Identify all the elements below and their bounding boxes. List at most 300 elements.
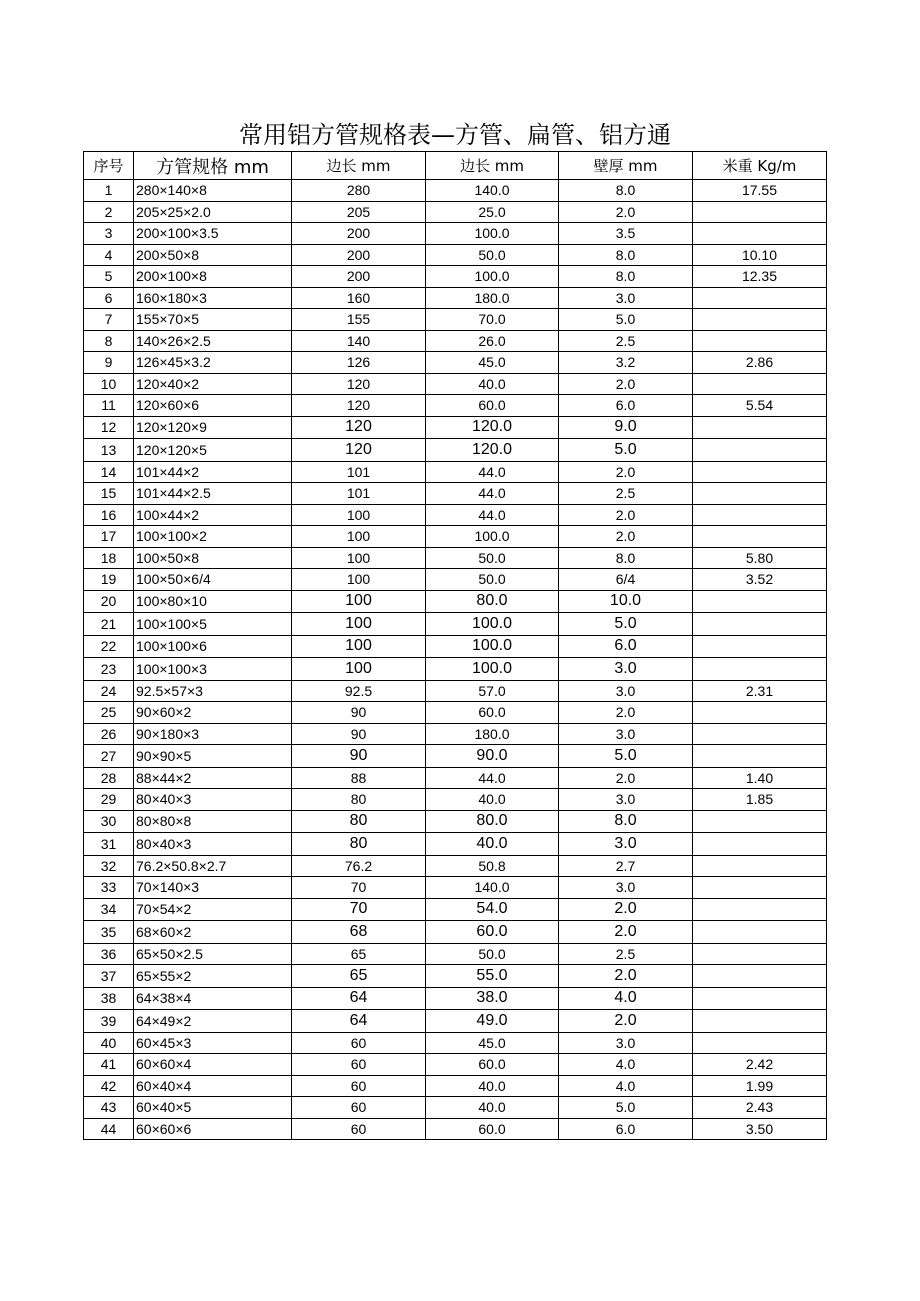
row-index-cell: 32 [84,855,134,877]
row-index-cell: 22 [84,635,134,658]
table-row [84,789,827,811]
table-row [84,590,827,613]
weight-cell: 2.31 [693,680,827,702]
side-b-cell: 55.0 [426,965,559,988]
side-a-cell: 126 [292,352,426,374]
weight-cell [693,590,827,613]
weight-cell [693,526,827,548]
table-row [84,1097,827,1119]
header-side-b: 边长 mm [426,152,559,180]
table-row [84,526,827,548]
side-a-cell: 70 [292,898,426,921]
row-index-cell: 5 [84,266,134,288]
side-b-cell: 40.0 [426,833,559,856]
wall-thickness-cell: 5.0 [559,309,693,331]
side-b-cell: 50.8 [426,855,559,877]
weight-cell [693,504,827,526]
spec-cell: 120×60×6 [134,395,292,417]
table-row [84,180,827,202]
wall-thickness-cell: 3.0 [559,680,693,702]
wall-thickness-cell: 3.0 [559,723,693,745]
table-row [84,504,827,526]
side-a-cell: 100 [292,526,426,548]
side-a-cell: 120 [292,373,426,395]
table-row [84,987,827,1010]
spec-cell: 100×44×2 [134,504,292,526]
weight-cell [693,855,827,877]
wall-thickness-cell: 2.0 [559,504,693,526]
row-index-cell: 39 [84,1010,134,1033]
side-a-cell: 280 [292,180,426,202]
spec-cell: 280×140×8 [134,180,292,202]
side-a-cell: 68 [292,921,426,944]
side-b-cell: 60.0 [426,395,559,417]
wall-thickness-cell: 3.0 [559,1032,693,1054]
spec-cell: 70×140×3 [134,877,292,899]
side-a-cell: 90 [292,723,426,745]
wall-thickness-cell: 2.0 [559,373,693,395]
side-b-cell: 70.0 [426,309,559,331]
side-b-cell: 50.0 [426,244,559,266]
wall-thickness-cell: 2.0 [559,461,693,483]
row-index-cell: 43 [84,1097,134,1119]
side-b-cell: 80.0 [426,810,559,833]
weight-cell [693,877,827,899]
table-row [84,1054,827,1076]
row-index-cell: 42 [84,1075,134,1097]
table-row [84,877,827,899]
table-row [84,1010,827,1033]
spec-cell: 64×38×4 [134,987,292,1010]
side-b-cell: 26.0 [426,330,559,352]
side-b-cell: 54.0 [426,898,559,921]
wall-thickness-cell: 8.0 [559,244,693,266]
side-a-cell: 100 [292,547,426,569]
weight-cell [693,658,827,681]
spec-cell: 65×55×2 [134,965,292,988]
side-a-cell: 88 [292,767,426,789]
header-weight-per-meter: 米重 Kg/m [693,152,827,180]
row-index-cell: 44 [84,1118,134,1140]
weight-cell [693,921,827,944]
spec-cell: 200×100×3.5 [134,223,292,245]
side-a-cell: 60 [292,1097,426,1119]
weight-cell [693,1010,827,1033]
side-a-cell: 60 [292,1032,426,1054]
wall-thickness-cell: 5.0 [559,1097,693,1119]
weight-cell: 1.85 [693,789,827,811]
wall-thickness-cell: 3.0 [559,287,693,309]
weight-cell: 3.52 [693,569,827,591]
header-side-a: 边长 mm [292,152,426,180]
table-row [84,702,827,724]
wall-thickness-cell: 2.5 [559,330,693,352]
row-index-cell: 15 [84,483,134,505]
spec-cell: 200×100×8 [134,266,292,288]
wall-thickness-cell: 8.0 [559,180,693,202]
spec-cell: 90×90×5 [134,745,292,768]
row-index-cell: 30 [84,810,134,833]
spec-cell: 100×100×2 [134,526,292,548]
spec-cell: 60×40×4 [134,1075,292,1097]
table-row [84,723,827,745]
weight-cell: 5.80 [693,547,827,569]
row-index-cell: 12 [84,416,134,439]
weight-cell [693,965,827,988]
row-index-cell: 40 [84,1032,134,1054]
row-index-cell: 8 [84,330,134,352]
side-b-cell: 120.0 [426,416,559,439]
row-index-cell: 13 [84,439,134,462]
row-index-cell: 17 [84,526,134,548]
spec-cell: 120×120×9 [134,416,292,439]
row-index-cell: 26 [84,723,134,745]
side-a-cell: 80 [292,810,426,833]
spec-cell: 70×54×2 [134,898,292,921]
side-b-cell: 180.0 [426,287,559,309]
weight-cell: 3.50 [693,1118,827,1140]
spec-cell: 65×50×2.5 [134,943,292,965]
side-b-cell: 38.0 [426,987,559,1010]
wall-thickness-cell: 2.7 [559,855,693,877]
table-row [84,309,827,331]
table-row [84,330,827,352]
row-index-cell: 11 [84,395,134,417]
wall-thickness-cell: 8.0 [559,547,693,569]
wall-thickness-cell: 4.0 [559,1075,693,1097]
row-index-cell: 7 [84,309,134,331]
side-b-cell: 40.0 [426,1097,559,1119]
weight-cell: 12.35 [693,266,827,288]
wall-thickness-cell: 4.0 [559,987,693,1010]
spec-cell: 155×70×5 [134,309,292,331]
wall-thickness-cell: 6/4 [559,569,693,591]
side-a-cell: 101 [292,483,426,505]
weight-cell [693,898,827,921]
side-b-cell: 44.0 [426,504,559,526]
side-b-cell: 60.0 [426,1054,559,1076]
weight-cell: 2.43 [693,1097,827,1119]
weight-cell: 10.10 [693,244,827,266]
row-index-cell: 9 [84,352,134,374]
side-a-cell: 65 [292,943,426,965]
spec-cell: 80×80×8 [134,810,292,833]
row-index-cell: 1 [84,180,134,202]
weight-cell [693,201,827,223]
spec-cell: 68×60×2 [134,921,292,944]
side-a-cell: 100 [292,658,426,681]
side-a-cell: 155 [292,309,426,331]
side-a-cell: 80 [292,789,426,811]
spec-cell: 88×44×2 [134,767,292,789]
page-title: 常用铝方管规格表—方管、扁管、铝方通 [239,121,671,149]
spec-cell: 100×100×3 [134,658,292,681]
wall-thickness-cell: 10.0 [559,590,693,613]
weight-cell: 1.99 [693,1075,827,1097]
side-a-cell: 60 [292,1075,426,1097]
weight-cell [693,439,827,462]
header-wall-thickness: 壁厚 mm [559,152,693,180]
table-row [84,244,827,266]
row-index-cell: 16 [84,504,134,526]
wall-thickness-cell: 4.0 [559,1054,693,1076]
side-a-cell: 100 [292,590,426,613]
side-b-cell: 100.0 [426,266,559,288]
wall-thickness-cell: 2.0 [559,767,693,789]
side-b-cell: 100.0 [426,635,559,658]
side-b-cell: 40.0 [426,373,559,395]
row-index-cell: 27 [84,745,134,768]
weight-cell: 2.42 [693,1054,827,1076]
weight-cell: 17.55 [693,180,827,202]
spec-cell: 92.5×57×3 [134,680,292,702]
table-row [84,855,827,877]
side-b-cell: 45.0 [426,1032,559,1054]
side-a-cell: 100 [292,635,426,658]
side-b-cell: 100.0 [426,613,559,636]
spec-cell: 120×40×2 [134,373,292,395]
header-index: 序号 [84,152,134,180]
wall-thickness-cell: 3.0 [559,658,693,681]
wall-thickness-cell: 5.0 [559,439,693,462]
weight-cell [693,309,827,331]
row-index-cell: 37 [84,965,134,988]
row-index-cell: 3 [84,223,134,245]
side-a-cell: 65 [292,965,426,988]
table-row [84,810,827,833]
wall-thickness-cell: 5.0 [559,613,693,636]
spec-cell: 100×50×6/4 [134,569,292,591]
weight-cell [693,223,827,245]
side-b-cell: 140.0 [426,180,559,202]
table-row [84,223,827,245]
side-b-cell: 50.0 [426,569,559,591]
side-b-cell: 140.0 [426,877,559,899]
weight-cell: 1.40 [693,767,827,789]
wall-thickness-cell: 2.5 [559,483,693,505]
spec-cell: 60×45×3 [134,1032,292,1054]
side-b-cell: 100.0 [426,658,559,681]
spec-cell: 205×25×2.0 [134,201,292,223]
wall-thickness-cell: 2.5 [559,943,693,965]
wall-thickness-cell: 2.0 [559,201,693,223]
weight-cell [693,613,827,636]
weight-cell: 2.86 [693,352,827,374]
side-b-cell: 90.0 [426,745,559,768]
side-b-cell: 60.0 [426,702,559,724]
spec-cell: 200×50×8 [134,244,292,266]
side-a-cell: 100 [292,569,426,591]
weight-cell [693,483,827,505]
table-row [84,201,827,223]
table-row [84,658,827,681]
table-row [84,1032,827,1054]
wall-thickness-cell: 2.0 [559,921,693,944]
row-index-cell: 20 [84,590,134,613]
side-b-cell: 44.0 [426,483,559,505]
row-index-cell: 36 [84,943,134,965]
side-b-cell: 49.0 [426,1010,559,1033]
weight-cell [693,416,827,439]
table-row [84,483,827,505]
weight-cell [693,330,827,352]
table-row [84,898,827,921]
row-index-cell: 33 [84,877,134,899]
table-row [84,1075,827,1097]
row-index-cell: 29 [84,789,134,811]
table-row [84,547,827,569]
row-index-cell: 28 [84,767,134,789]
table-row [84,965,827,988]
table-row [84,613,827,636]
side-a-cell: 100 [292,504,426,526]
row-index-cell: 14 [84,461,134,483]
side-a-cell: 101 [292,461,426,483]
side-a-cell: 120 [292,395,426,417]
side-a-cell: 200 [292,266,426,288]
row-index-cell: 38 [84,987,134,1010]
weight-cell: 5.54 [693,395,827,417]
table-row [84,416,827,439]
side-b-cell: 44.0 [426,767,559,789]
wall-thickness-cell: 3.5 [559,223,693,245]
row-index-cell: 23 [84,658,134,681]
spec-cell: 160×180×3 [134,287,292,309]
spec-cell: 60×40×5 [134,1097,292,1119]
side-a-cell: 64 [292,1010,426,1033]
side-b-cell: 57.0 [426,680,559,702]
side-a-cell: 120 [292,439,426,462]
spec-cell: 120×120×5 [134,439,292,462]
table-row [84,943,827,965]
side-b-cell: 50.0 [426,943,559,965]
side-a-cell: 64 [292,987,426,1010]
side-a-cell: 120 [292,416,426,439]
side-b-cell: 45.0 [426,352,559,374]
side-a-cell: 200 [292,223,426,245]
table-row [84,635,827,658]
wall-thickness-cell: 5.0 [559,745,693,768]
wall-thickness-cell: 3.0 [559,833,693,856]
side-a-cell: 205 [292,201,426,223]
side-b-cell: 100.0 [426,526,559,548]
wall-thickness-cell: 8.0 [559,266,693,288]
table-row [84,921,827,944]
wall-thickness-cell: 9.0 [559,416,693,439]
spec-cell: 100×80×10 [134,590,292,613]
weight-cell [693,373,827,395]
spec-cell: 100×50×8 [134,547,292,569]
weight-cell [693,745,827,768]
spec-cell: 80×40×3 [134,789,292,811]
table-row [84,352,827,374]
spec-cell: 140×26×2.5 [134,330,292,352]
spec-cell: 60×60×4 [134,1054,292,1076]
side-b-cell: 25.0 [426,201,559,223]
table-row [84,373,827,395]
side-a-cell: 92.5 [292,680,426,702]
side-b-cell: 60.0 [426,921,559,944]
side-a-cell: 60 [292,1054,426,1076]
spec-cell: 60×60×6 [134,1118,292,1140]
spec-cell: 100×100×6 [134,635,292,658]
spec-cell: 126×45×3.2 [134,352,292,374]
weight-cell [693,461,827,483]
wall-thickness-cell: 3.0 [559,877,693,899]
weight-cell [693,943,827,965]
weight-cell [693,833,827,856]
wall-thickness-cell: 6.0 [559,635,693,658]
table-row [84,833,827,856]
table-row [84,395,827,417]
weight-cell [693,635,827,658]
side-a-cell: 80 [292,833,426,856]
table-row [84,1118,827,1140]
spec-cell: 76.2×50.8×2.7 [134,855,292,877]
side-b-cell: 100.0 [426,223,559,245]
wall-thickness-cell: 3.0 [559,789,693,811]
spec-cell: 90×180×3 [134,723,292,745]
wall-thickness-cell: 2.0 [559,526,693,548]
side-b-cell: 180.0 [426,723,559,745]
weight-cell [693,702,827,724]
spec-cell: 101×44×2.5 [134,483,292,505]
row-index-cell: 21 [84,613,134,636]
table-row [84,767,827,789]
weight-cell [693,723,827,745]
weight-cell [693,287,827,309]
wall-thickness-cell: 2.0 [559,702,693,724]
table-header-row [84,152,827,180]
wall-thickness-cell: 6.0 [559,395,693,417]
side-b-cell: 50.0 [426,547,559,569]
row-index-cell: 35 [84,921,134,944]
side-a-cell: 200 [292,244,426,266]
row-index-cell: 34 [84,898,134,921]
table-row [84,745,827,768]
spec-cell: 90×60×2 [134,702,292,724]
side-a-cell: 100 [292,613,426,636]
side-a-cell: 160 [292,287,426,309]
side-a-cell: 140 [292,330,426,352]
spec-cell: 100×100×5 [134,613,292,636]
row-index-cell: 6 [84,287,134,309]
weight-cell [693,1032,827,1054]
wall-thickness-cell: 2.0 [559,965,693,988]
table-row [84,439,827,462]
row-index-cell: 41 [84,1054,134,1076]
table-row [84,680,827,702]
wall-thickness-cell: 8.0 [559,810,693,833]
row-index-cell: 2 [84,201,134,223]
spec-cell: 64×49×2 [134,1010,292,1033]
table-row [84,287,827,309]
spec-cell: 80×40×3 [134,833,292,856]
side-a-cell: 60 [292,1118,426,1140]
row-index-cell: 10 [84,373,134,395]
header-spec: 方管规格 mm [134,152,292,180]
row-index-cell: 4 [84,244,134,266]
weight-cell [693,987,827,1010]
table-row [84,461,827,483]
row-index-cell: 19 [84,569,134,591]
spec-cell: 101×44×2 [134,461,292,483]
side-b-cell: 44.0 [426,461,559,483]
side-b-cell: 40.0 [426,1075,559,1097]
side-b-cell: 40.0 [426,789,559,811]
side-a-cell: 76.2 [292,855,426,877]
wall-thickness-cell: 6.0 [559,1118,693,1140]
